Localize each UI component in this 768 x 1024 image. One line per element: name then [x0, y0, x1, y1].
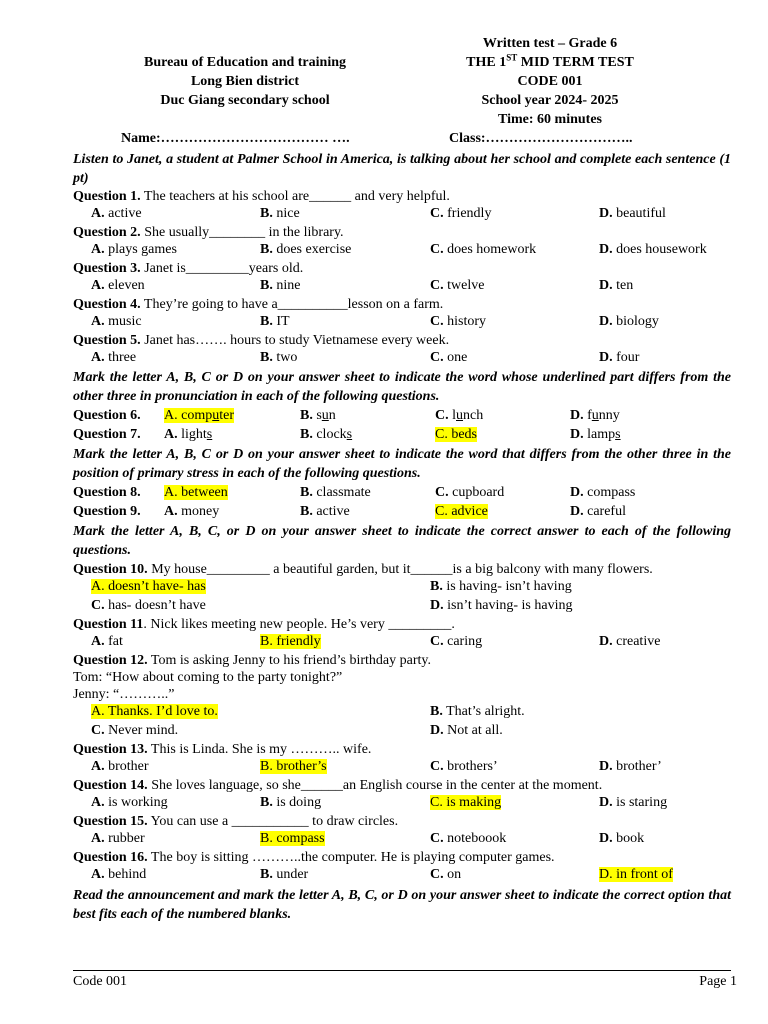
header-left-line3: Duc Giang secondary school: [160, 93, 330, 108]
question-15: Question 15. You can use a ___________ to draw circles.: [73, 814, 399, 829]
q12-option-d[interactable]: D. Not at all.: [430, 723, 503, 738]
q11-option-d[interactable]: D. creative: [599, 634, 661, 649]
q2-option-a[interactable]: A. plays games: [91, 242, 177, 257]
q2-option-d[interactable]: D. does housework: [599, 242, 707, 257]
q11-option-b[interactable]: B. friendly: [260, 634, 321, 649]
q2-option-c[interactable]: C. does homework: [430, 242, 537, 257]
q1-option-a[interactable]: A. active: [91, 206, 142, 221]
q9-option-a[interactable]: A. money: [164, 504, 220, 519]
q12-option-a[interactable]: A. Thanks. I’d love to.: [91, 704, 218, 719]
q3-option-b[interactable]: B. nine: [260, 278, 301, 293]
q5-option-c[interactable]: C. one: [430, 350, 468, 365]
q14-option-c[interactable]: C. is making: [430, 795, 502, 810]
q3-option-c[interactable]: C. twelve: [430, 278, 485, 293]
question-label: Question 1.: [73, 189, 141, 204]
question-1: [73, 188, 731, 206]
q13-option-d[interactable]: D. brother’: [599, 759, 662, 774]
question-5: Question 5. Janet has……. hours to study Vietnamese every week.: [73, 333, 450, 348]
q14-option-d[interactable]: D. is staring: [599, 795, 668, 810]
q7-option-a[interactable]: A. lights: [164, 427, 213, 442]
q10-option-c[interactable]: C. has- doesn’t have: [91, 598, 206, 613]
header-right-line5: Time: 60 minutes: [498, 112, 602, 127]
q10-option-b[interactable]: B. is having- isn’t having: [430, 579, 572, 594]
q1-option-c[interactable]: C. friendly: [430, 206, 492, 221]
q10-option-d[interactable]: D. isn’t having- is having: [430, 598, 573, 613]
question-16: Question 16. The boy is sitting ………..the computer. He is playing computer games.: [73, 850, 555, 865]
q5-option-a[interactable]: A. three: [91, 350, 137, 365]
q15-option-c[interactable]: C. noteboook: [430, 831, 507, 846]
section-listening-instruction: Listen to Janet, a student at Palmer School in America, is talking about her school and complete each sentence (1 pt): [73, 152, 731, 186]
q14-option-a[interactable]: A. is working: [91, 795, 168, 810]
question-10: Question 10. My house_________ a beautiful garden, but it______is a big balcony with many flowers.: [73, 562, 653, 577]
q13-option-c[interactable]: C. brothers’: [430, 759, 498, 774]
question-11: Question 11. Nick likes meeting new people. He’s very _________.: [73, 617, 455, 632]
q4-option-b[interactable]: B. IT: [260, 314, 290, 329]
test-title-sup: ST: [506, 52, 518, 63]
question-8-label: Question 8.: [73, 485, 141, 500]
section-reading-instruction: Read the announcement and mark the letter A, B, C, or D on your answer sheet to indicate the correct option that best fits each of the numbered blanks.: [73, 888, 731, 922]
question-14: Question 14. She loves language, so she______an English course in the center at the moment.: [73, 778, 603, 793]
q1-option-b[interactable]: B. nice: [260, 206, 300, 221]
q8-option-c[interactable]: C. cupboard: [435, 485, 505, 500]
header-right-line1: Written test – Grade 6: [482, 36, 618, 51]
q16-option-c[interactable]: C. on: [430, 867, 462, 882]
q5-option-d[interactable]: D. four: [599, 350, 640, 365]
question-3: Question 3. Janet is_________years old.: [73, 261, 304, 276]
section-stress-instruction: Mark the letter A, B, C or D on your answer sheet to indicate the word that differs from the other three in the position of primary stress in each of the following questions.: [73, 447, 731, 481]
q8-option-a[interactable]: A. between: [164, 485, 228, 500]
header-left-line1: Bureau of Education and training: [143, 55, 346, 70]
q7-option-c[interactable]: C. beds: [435, 427, 477, 442]
q8-option-b[interactable]: B. classmate: [300, 485, 371, 500]
q5-option-b[interactable]: B. two: [260, 350, 298, 365]
footer-page-number: Page 1: [699, 974, 737, 989]
q7-option-b[interactable]: B. clocks: [300, 427, 353, 442]
q15-option-d[interactable]: D. book: [599, 831, 645, 846]
q12-dialogue-tom: Tom: “How about coming to the party tonight?”: [73, 670, 343, 685]
question-9-label: Question 9.: [73, 504, 141, 519]
header-left-line2: Long Bien district: [190, 74, 300, 89]
header-right-line2: [430, 54, 670, 72]
question-2: Question 2. She usually________ in the library.: [73, 225, 344, 240]
q7-option-d[interactable]: D. lamps: [570, 427, 621, 442]
question-text: The teachers at his school are______ and very helpful.: [140, 189, 450, 204]
q9-option-b[interactable]: B. active: [300, 504, 350, 519]
q4-option-a[interactable]: A. music: [91, 314, 142, 329]
q15-option-a[interactable]: A. rubber: [91, 831, 145, 846]
q12-dialogue-jenny: Jenny: “………..”: [73, 687, 175, 702]
question-12: Question 12. Tom is asking Jenny to his friend’s birthday party.: [73, 653, 431, 668]
footer-code: Code 001: [73, 974, 128, 989]
q13-option-a[interactable]: A. brother: [91, 759, 149, 774]
section-pronunciation-instruction: Mark the letter A, B, C or D on your answer sheet to indicate the word whose underlined part differs from the other three in pronunciation in each of the following questions.: [73, 370, 731, 404]
footer-divider: [73, 970, 731, 971]
question-7-label: Question 7.: [73, 427, 141, 442]
q8-option-d[interactable]: D. compass: [570, 485, 636, 500]
question-6-label: Question 6.: [73, 408, 141, 423]
q6-option-d[interactable]: D. funny: [570, 408, 620, 423]
q16-option-d[interactable]: D. in front of: [599, 867, 673, 882]
header-right-line4: School year 2024- 2025: [481, 93, 619, 108]
q14-option-b[interactable]: B. is doing: [260, 795, 322, 810]
test-title-prefix: THE 1: [466, 55, 507, 70]
question-4: Question 4. They’re going to have a__________lesson on a farm.: [73, 297, 444, 312]
q12-option-c[interactable]: C. Never mind.: [91, 723, 179, 738]
name-field: Name:……………………………… ….: [121, 131, 350, 146]
test-title-suffix: MID TERM TEST: [517, 55, 634, 70]
class-field: Class:…………………………..: [449, 131, 633, 146]
header-right-line3: CODE 001: [517, 74, 583, 89]
q11-option-c[interactable]: C. caring: [430, 634, 483, 649]
q6-option-c[interactable]: C. lunch: [435, 408, 484, 423]
q6-option-b[interactable]: B. sun: [300, 408, 336, 423]
q9-option-c[interactable]: C. advice: [435, 504, 488, 519]
question-13: Question 13. This is Linda. She is my ……….. wife.: [73, 742, 372, 757]
q10-option-a[interactable]: A. doesn’t have- has: [91, 579, 206, 594]
q2-option-b[interactable]: B. does exercise: [260, 242, 352, 257]
q16-option-b[interactable]: B. under: [260, 867, 309, 882]
q4-option-d[interactable]: D. biology: [599, 314, 659, 329]
q13-option-b[interactable]: B. brother’s: [260, 759, 327, 774]
q3-option-a[interactable]: A. eleven: [91, 278, 145, 293]
q4-option-c[interactable]: C. history: [430, 314, 487, 329]
q3-option-d[interactable]: D. ten: [599, 278, 634, 293]
q1-option-d[interactable]: D. beautiful: [599, 206, 666, 221]
section-correct-answer-instruction: Mark the letter A, B, C, or D on your answer sheet to indicate the correct answer to each of the following questions.: [73, 524, 731, 558]
q6-option-a[interactable]: A. computer: [164, 408, 234, 423]
q15-option-b[interactable]: B. compass: [260, 831, 325, 846]
q11-option-a[interactable]: A. fat: [91, 634, 123, 649]
q12-option-b[interactable]: B. That’s alright.: [430, 704, 525, 719]
q16-option-a[interactable]: A. behind: [91, 867, 147, 882]
q9-option-d[interactable]: D. careful: [570, 504, 626, 519]
